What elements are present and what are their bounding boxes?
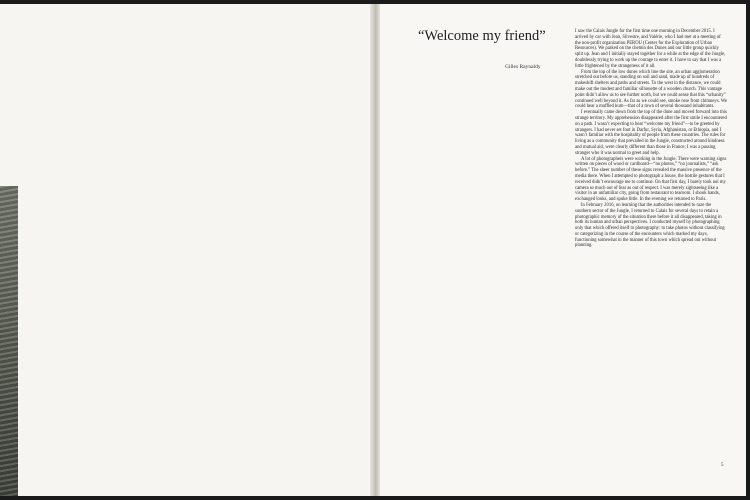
body-paragraph: I saw the Calais Jungle for the first time one morning in December 2015. I arrived by car with Jean, Silvestre, and Valérie, who I had met at a meeting of the non-profit organization PEROU (Center for the Exploration of Urban Resources). We parked on the chemin des Dunes and our little group quickly split up. Jean and I initially stayed together for a while at the edge of the Jungle, doubtlessly trying to work up the courage to enter it. I have to say that I was a little frightened by the strangeness of it all. [575, 29, 726, 69]
article-body [575, 29, 727, 249]
article-author: Gilles Raynaldy [505, 64, 541, 70]
left-page [0, 4, 372, 496]
body-paragraph: I eventually came down from the top of the dune and moved forward into this strange territory. My apprehension disappeared after the first smile I encountered on a path. I wasn’t expecting to hear “welcome my friend”—to be greeted by strangers. I had never set foot in Darfur, Syria, Afghanistan, or Ethiopia, and I wasn’t familiar with the hospitality of people from these countries. The rules for living as a community that prevailed in the Jungle, constructed around kindness and mutual aid, were clearly different than those in France; I was a passing stranger who it was normal to greet and help. [575, 110, 727, 156]
body-paragraph: In February 2016, on learning that the authorities intended to raze the southern sector of the Jungle, I returned to Calais for several days to retain a photographic memory of the situation there before it all disappeared, taking in both its human and urban perspectives. I conducted myself by photographing only that which offered itself to photography: to take photos without classifying or categorizing in the course of the encounters which marked my days, functioning somewhat in the manner of this town which spread out without planning. [575, 202, 725, 249]
page-number: 5 [721, 463, 724, 468]
article-title: “Welcome my friend” [418, 28, 546, 44]
body-paragraph: From the top of the low dunes which line the site, an urban agglomeration stretched out before us, standing on soil and sand, made up of hundreds of makeshift shelters and paths and streets. To the west in the distance, we could make out the modest and familiar silhouette of a wooden church. This vantage point didn’t allow us to see further north, but we could sense that this “urbanity” continued well beyond it. As far as we could see, smoke rose from chimneys. We could hear a muffled hum—that of a town of several thousand inhabitants. [575, 69, 727, 110]
photograph-edge [0, 186, 18, 496]
body-paragraph: A lot of photographers were working in the Jungle. There were warning signs written on pieces of wood or cardboard—“no photos,” “no journalists,” “ask before.” The sheer number of these signs revealed the massive presence of the media there. When I attempted to photograph a house, the hostile gestures that I received didn’t encourage me to continue. On that first day, I barely took out my camera so much out of fear as out of respect. I was merely sightseeing like a visitor in an unfamiliar city, going from restaurant to tearoom. I shook hands, exchanged looks, and spoke little. In the evening we returned to Paris. [575, 156, 727, 203]
book-gutter [370, 4, 380, 496]
